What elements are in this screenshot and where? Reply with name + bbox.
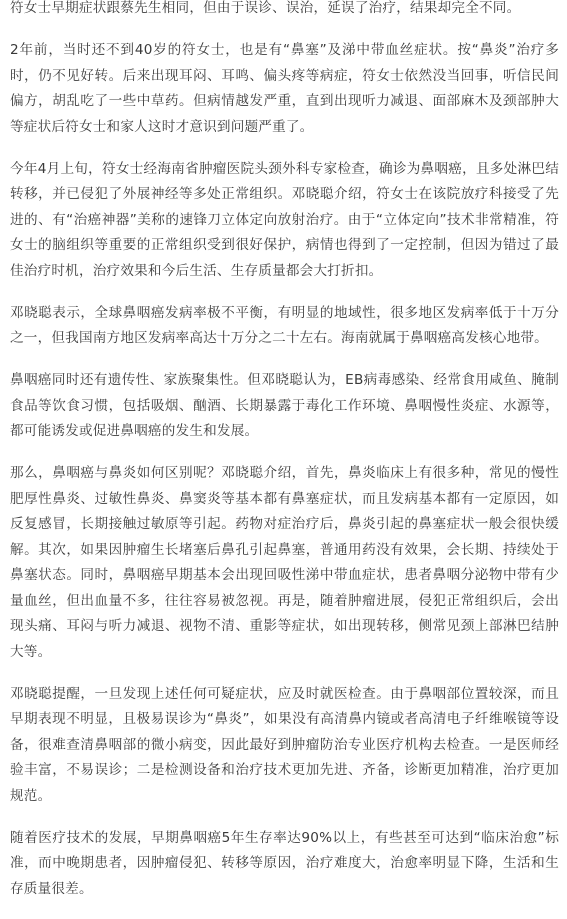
paragraph: 那么，鼻咽癌与鼻炎如何区别呢？邓晓聪介绍，首先，鼻炎临床上有很多种，常见的慢性肥厚性鼻炎、过敏性鼻炎、鼻窦炎等基本都有鼻塞症状，而且发病基本都有一定原因，如反复感冒，长期接触过敏原等引起。药物对症治疗后，鼻炎引起的鼻塞症状一般会很快缓解。其次，如果因肿瘤生长堵塞后鼻孔引起鼻塞，普通用药没有效果，会长期、持续处于鼻塞状态。同时，鼻咽癌早期基本会出现回吸性涕中带血症状，患者鼻咽分泌物中带有少量血丝，但出血量不多，往往容易被忽视。再是，随着肿瘤进展，侵犯正常组织后，会出现头痛、耳闷与听力减退、视物不清、重影等症状，如出现转移，侧常见颈上部淋巴结肿大等。 <box>10 465 559 660</box>
paragraph: 邓晓聪提醒，一旦发现上述任何可疑症状，应及时就医检查。由于鼻咽部位置较深，而且早期表现不明显，且极易误诊为“鼻炎”，如果没有高清鼻内镜或者高清电子纤维喉镜等设备，很难查清鼻咽部的微小病变，因此最好到肿瘤防治专业医疗机构去检查。一是医师经验丰富，不易误诊；二是检测设备和治疗技术更加先进、齐备，诊断更加精准，治疗更加规范。 <box>10 685 559 804</box>
article-body <box>10 0 559 919</box>
paragraph: 今年4月上旬，符女士经海南省肿瘤医院头颈外科专家检查，确诊为鼻咽癌，且多处淋巴结转移，并已侵犯了外展神经等多处正常组织。邓晓聪介绍，符女士在该院放疗科接受了先进的、有“治癌神器”美称的速锋刀立体定向放射治疗。由于“立体定向”技术非常精准，符女士的脑组织等重要的正常组织受到很好保护，病情也得到了一定控制，但因为错过了最佳治疗时机，治疗效果和今后生活、生存质量都会大打折扣。 <box>10 160 559 279</box>
paragraph: 符女士早期症状跟蔡先生相同，但由于误诊、误治，延误了治疗，结果却完全不同。 <box>10 0 521 16</box>
paragraph: 随着医疗技术的发展，早期鼻咽癌5年生存率达90%以上，有些甚至可达到“临床治愈”标准，而中晚期患者，因肿瘤侵犯、转移等原因，治疗难度大，治愈率明显下降，生活和生存质量很差。 <box>10 829 559 897</box>
paragraph: 鼻咽癌同时还有遗传性、家族聚集性。但邓晓聪认为，EB病毒感染、经常食用咸鱼、腌制食品等饮食习惯，包括吸烟、酗酒、长期暴露于毒化工作环境、鼻咽慢性炎症、水源等，都可能诱发或促进鼻咽癌的发生和发展。 <box>10 372 559 439</box>
paragraph: 邓晓聪表示，全球鼻咽癌发病率极不平衡，有明显的地域性，很多地区发病率低于十万分之一，但我国南方地区发病率高达十万分之二十左右。海南就属于鼻咽癌高发核心地带。 <box>10 304 559 346</box>
paragraph: 2年前，当时还不到40岁的符女士，也是有“鼻塞”及涕中带血丝症状。按“鼻炎”治疗多时，仍不见好转。后来出现耳闷、耳鸣、偏头疼等病症，符女士依然没当回事，听信民间偏方，胡乱吃了一些中草药。但病情越发严重，直到出现听力减退、面部麻木及颈部肿大等症状后符女士和家人这时才意识到问题严重了。 <box>10 42 559 135</box>
